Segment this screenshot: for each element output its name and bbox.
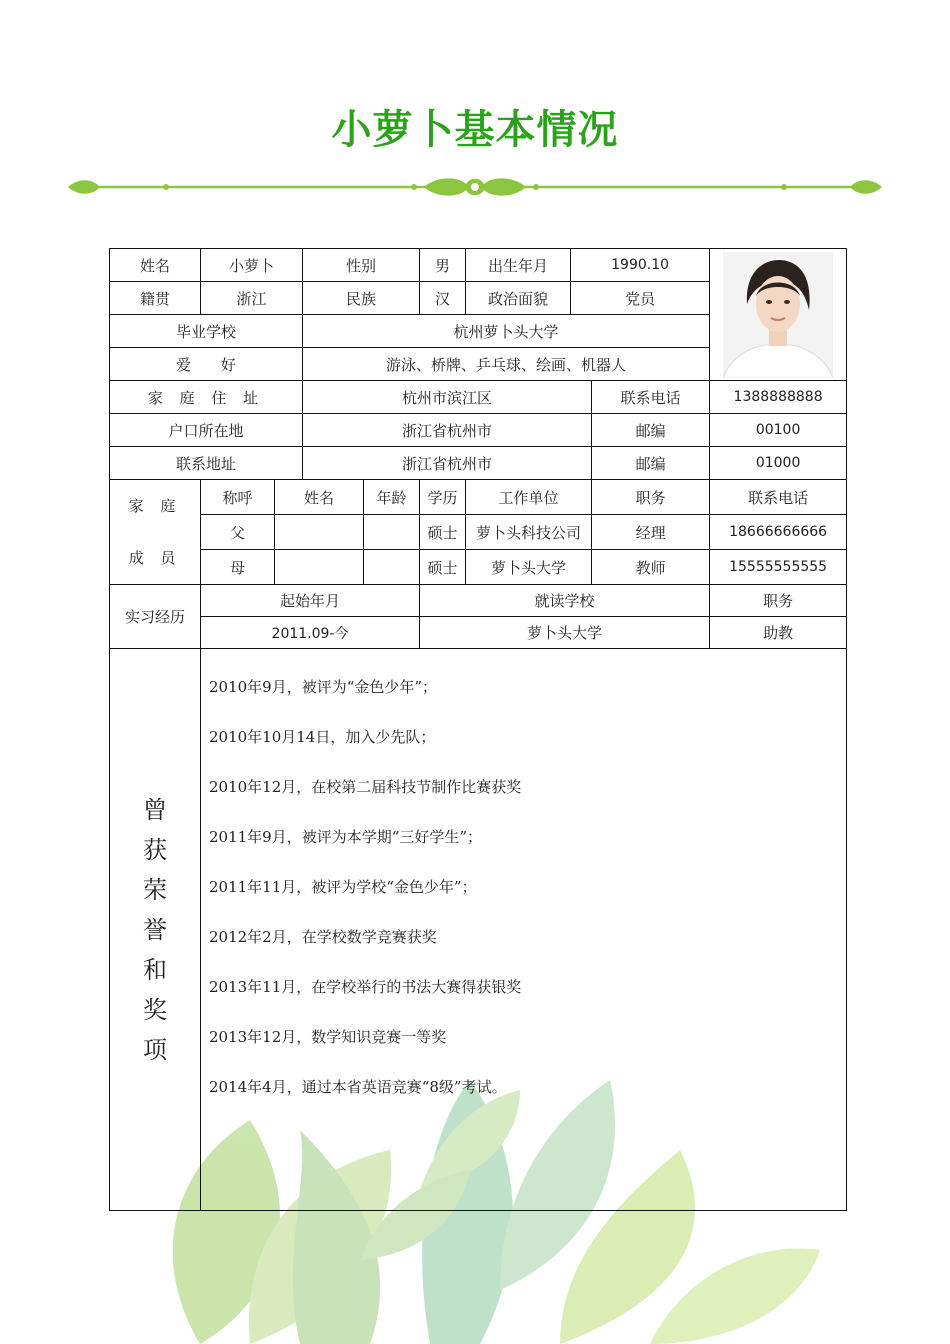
- family-header: 联系电话: [710, 480, 847, 515]
- hukou-postcode-value: 00100: [710, 414, 847, 447]
- native-label: 籍贯: [110, 282, 201, 315]
- contact-label: 联系地址: [110, 447, 303, 480]
- honor-item: 2011年11月，被评为学校“金色少年”；: [209, 878, 477, 896]
- family-name: [275, 550, 364, 585]
- honor-item: 2010年9月，被评为“金色少年”；: [209, 678, 438, 696]
- hukou-postcode-label: 邮编: [592, 414, 710, 447]
- honor-item: 2011年9月，被评为本学期“三好学生”；: [209, 828, 483, 846]
- family-phone: 18666666666: [710, 515, 847, 550]
- honor-item: 2012年2月，在学校数学竞赛获奖: [209, 928, 437, 946]
- political-label: 政治面貌: [466, 282, 571, 315]
- hukou-value: 浙江省杭州市: [303, 414, 592, 447]
- contact-postcode-value: 01000: [710, 447, 847, 480]
- honors-label-char: 项: [143, 1035, 167, 1064]
- gender-value: 男: [420, 249, 466, 282]
- school-label: 毕业学校: [110, 315, 303, 348]
- resume-table: [109, 248, 847, 1211]
- family-header: 年龄: [364, 480, 420, 515]
- honor-item: 2014年4月，通过本省英语竞赛“8级”考试。: [209, 1078, 507, 1096]
- family-phone: 15555555555: [710, 550, 847, 585]
- family-workplace: 萝卜头科技公司: [466, 515, 592, 550]
- birth-label: 出生年月: [466, 249, 571, 282]
- internship-header: 起始年月: [201, 585, 420, 617]
- family-name: [275, 515, 364, 550]
- ornament-divider: [66, 172, 884, 202]
- ethnic-value: 汉: [420, 282, 466, 315]
- contact-postcode-label: 邮编: [592, 447, 710, 480]
- honors-label-char: 和: [143, 955, 167, 984]
- honors-label-char: 誉: [143, 915, 167, 944]
- family-relation: 母: [201, 550, 275, 585]
- family-workplace: 萝卜头大学: [466, 550, 592, 585]
- family-header: 称呼: [201, 480, 275, 515]
- honors-label-char: 获: [143, 835, 167, 864]
- family-position: 教师: [592, 550, 710, 585]
- honors-label-char: 曾: [143, 795, 167, 824]
- gender-label: 性别: [303, 249, 420, 282]
- family-education: 硕士: [420, 515, 466, 550]
- ethnic-label: 民族: [303, 282, 420, 315]
- honors-list: [201, 649, 847, 1211]
- portrait-photo: [723, 252, 833, 378]
- honor-item: 2010年10月14日，加入少先队；: [209, 728, 436, 746]
- name-label: 姓名: [110, 249, 201, 282]
- internship-header: 职务: [710, 585, 847, 617]
- internship-label: 实习经历: [110, 585, 201, 649]
- internship-header: 就读学校: [420, 585, 710, 617]
- phone-label: 联系电话: [592, 381, 710, 414]
- family-relation: 父: [201, 515, 275, 550]
- photo-cell: [710, 249, 847, 381]
- address-value: 杭州市滨江区: [303, 381, 592, 414]
- page-title: 小萝卜基本情况: [331, 107, 619, 153]
- honors-label-char: 奖: [143, 995, 167, 1024]
- honor-item: 2010年12月，在校第二届科技节制作比赛获奖: [209, 778, 522, 796]
- birth-value: 1990.10: [571, 249, 710, 282]
- contact-value: 浙江省杭州市: [303, 447, 592, 480]
- hobby-value: 游泳、桥牌、乒乓球、绘画、机器人: [303, 348, 710, 381]
- native-value: 浙江: [201, 282, 303, 315]
- family-label-top: 家 庭: [128, 497, 182, 515]
- honor-item: 2013年11月，在学校举行的书法大赛得获银奖: [209, 978, 522, 996]
- hobby-label: 爱 好: [110, 348, 303, 381]
- internship-period: 2011.09-今: [201, 617, 420, 649]
- political-value: 党员: [571, 282, 710, 315]
- internship-school: 萝卜头大学: [420, 617, 710, 649]
- family-header: 姓名: [275, 480, 364, 515]
- family-education: 硕士: [420, 550, 466, 585]
- honors-label: [110, 649, 201, 1211]
- honors-label-char: 荣: [143, 875, 167, 904]
- family-label-bottom: 成 员: [128, 549, 182, 567]
- family-age: [364, 515, 420, 550]
- family-header: 工作单位: [466, 480, 592, 515]
- internship-position: 助教: [710, 617, 847, 649]
- family-position: 经理: [592, 515, 710, 550]
- family-age: [364, 550, 420, 585]
- name-value: 小萝卜: [201, 249, 303, 282]
- phone-value: 1388888888: [710, 381, 847, 414]
- family-label: [110, 480, 201, 585]
- school-value: 杭州萝卜头大学: [303, 315, 710, 348]
- hukou-label: 户口所在地: [110, 414, 303, 447]
- address-label: 家 庭 住 址: [110, 381, 303, 414]
- family-header: 职务: [592, 480, 710, 515]
- honor-item: 2013年12月，数学知识竞赛一等奖: [209, 1028, 447, 1046]
- family-header: 学历: [420, 480, 466, 515]
